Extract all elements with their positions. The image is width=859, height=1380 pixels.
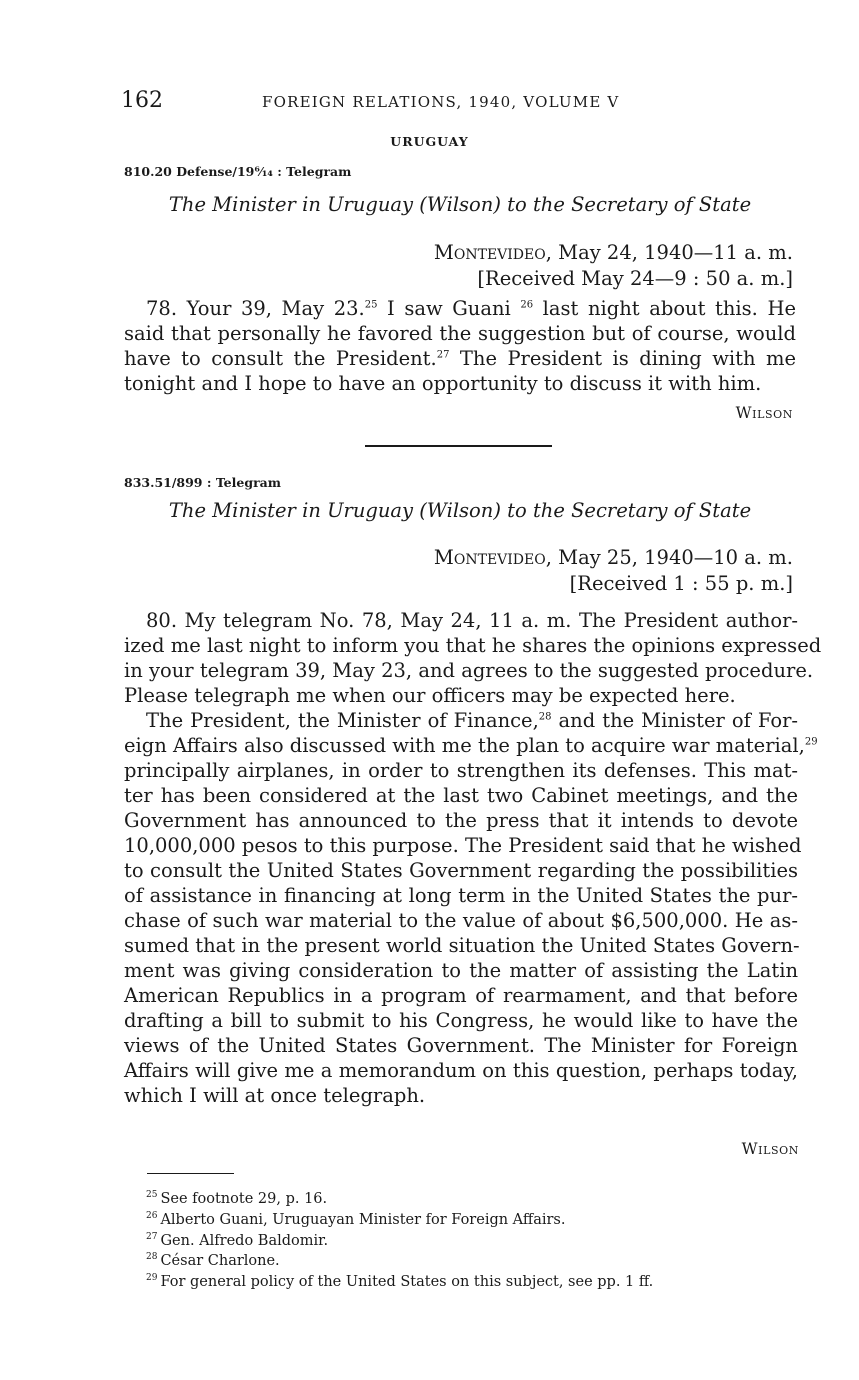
text-line: of assistance in financing at long term in the United States the pur- [124, 884, 798, 907]
text-line: principally airplanes, in order to strengthen its defenses. This mat- [124, 759, 798, 782]
footnote-number: 28 [146, 1252, 158, 1263]
telegram-body [124, 608, 822, 1108]
text-line: ter has been considered at the last two Cabinet meetings, and the [124, 784, 798, 807]
running-head [121, 88, 801, 116]
text-line: Government has announced to the press that it intends to devote [124, 809, 798, 832]
footnote-marker: 25 [364, 299, 378, 311]
document-title: The Minister in Uruguay (Wilson) to the Secretary of State [168, 499, 752, 522]
text-line: in your telegram 39, May 23, and agrees to the suggested procedure. [124, 659, 814, 682]
footnotes [146, 1187, 653, 1291]
text-line: have to consult the President.$^{27}$ The President is dining with me [124, 347, 796, 370]
footnote-number: 26 [146, 1210, 158, 1221]
footnote-rule [147, 1173, 234, 1174]
text-line: Affairs will give me a memorandum on this question, perhaps today, [124, 1059, 798, 1082]
footnote [146, 1249, 653, 1270]
received-note: [Received 1 : 55 p. m.] [569, 572, 793, 595]
section-divider [365, 445, 552, 447]
footnote-text: For general policy of the United States on this subject, see pp. 1 ff. [160, 1274, 654, 1291]
footnote [146, 1270, 653, 1291]
footnote-text: César Charlone. [160, 1253, 280, 1270]
received-note: [Received May 24—9 : 50 a. m.] [477, 267, 793, 290]
text-line: 80. My telegram No. 78, May 24, 11 a. m. The President author- [146, 609, 798, 632]
footnote-number: 25 [146, 1190, 158, 1200]
footnote [146, 1229, 653, 1250]
footnote-text: Gen. Alfredo Baldomir. [160, 1232, 329, 1249]
footnote [146, 1208, 653, 1229]
running-title: FOREIGN RELATIONS, 1940, VOLUME V [262, 93, 620, 111]
dateline [434, 240, 793, 292]
section-title: URUGUAY [390, 134, 469, 149]
footnote [146, 1187, 653, 1208]
text-line: 10,000,000 pesos to this purpose. The President said that he wished [124, 834, 802, 857]
footnote-number: 27 [146, 1231, 158, 1242]
dateline-date: May 24, 1940—11 a. m. [558, 241, 793, 264]
text-line: tonight and I hope to have an opportunity to discuss it with him. [124, 372, 762, 395]
footnote-marker: 26 [520, 299, 534, 311]
telegram-body [124, 296, 796, 396]
text-line: 78. Your 39, May 23.25 I saw Guani $^{26}$ last night about this. He [146, 297, 796, 320]
text-line: to consult the United States Government regarding the possibilities [124, 859, 798, 882]
text-line: drafting a bill to submit to his Congress, he would like to have the [124, 1009, 798, 1032]
file-reference: 810.20 Defense/19⁶⁄₁₄ : Telegram [124, 164, 352, 179]
file-reference: 833.51/899 : Telegram [124, 475, 281, 490]
text-line: sumed that in the present world situation the United States Govern- [124, 934, 800, 957]
footnote-marker: 29 [804, 736, 818, 748]
text-line: which I will at once telegraph. [124, 1084, 426, 1107]
footnote-number: 29 [146, 1273, 158, 1284]
dateline [434, 545, 793, 597]
footnote-marker: 28 [538, 711, 552, 723]
text-line: eign Affairs also discussed with me the plan to acquire war material,$^{29}$ [124, 734, 818, 757]
document-title: The Minister in Uruguay (Wilson) to the Secretary of State [168, 193, 752, 216]
footnote-text: See footnote 29, p. 16. [160, 1190, 328, 1207]
text-line: said that personally he favored the suggestion but of course, would [124, 322, 796, 345]
signature: Wilson [735, 404, 793, 422]
dateline-place: Montevideo, [433, 241, 552, 264]
text-line: Please telegraph me when our officers may be expected here. [124, 684, 736, 707]
signature: Wilson [741, 1140, 799, 1158]
text-line: views of the United States Government. The Minister for Foreign [124, 1034, 798, 1057]
footnote-marker: 27 [436, 349, 450, 361]
footnote-text: Alberto Guani, Uruguayan Minister for Foreign Affairs. [160, 1211, 566, 1228]
dateline-date: May 25, 1940—10 a. m. [558, 546, 793, 569]
text-line: The President, the Minister of Finance,$^{28}$ and the Minister of For- [146, 709, 798, 732]
text-line: American Republics in a program of rearmament, and that before [124, 984, 798, 1007]
text-line: chase of such war material to the value of about $6,500,000. He as- [124, 909, 798, 932]
page-number: 162 [121, 88, 163, 113]
text-line: ized me last night to inform you that he shares the opinions expressed [124, 634, 822, 657]
text-line: ment was giving consideration to the matter of assisting the Latin [124, 959, 798, 982]
dateline-place: Montevideo, [433, 546, 552, 569]
